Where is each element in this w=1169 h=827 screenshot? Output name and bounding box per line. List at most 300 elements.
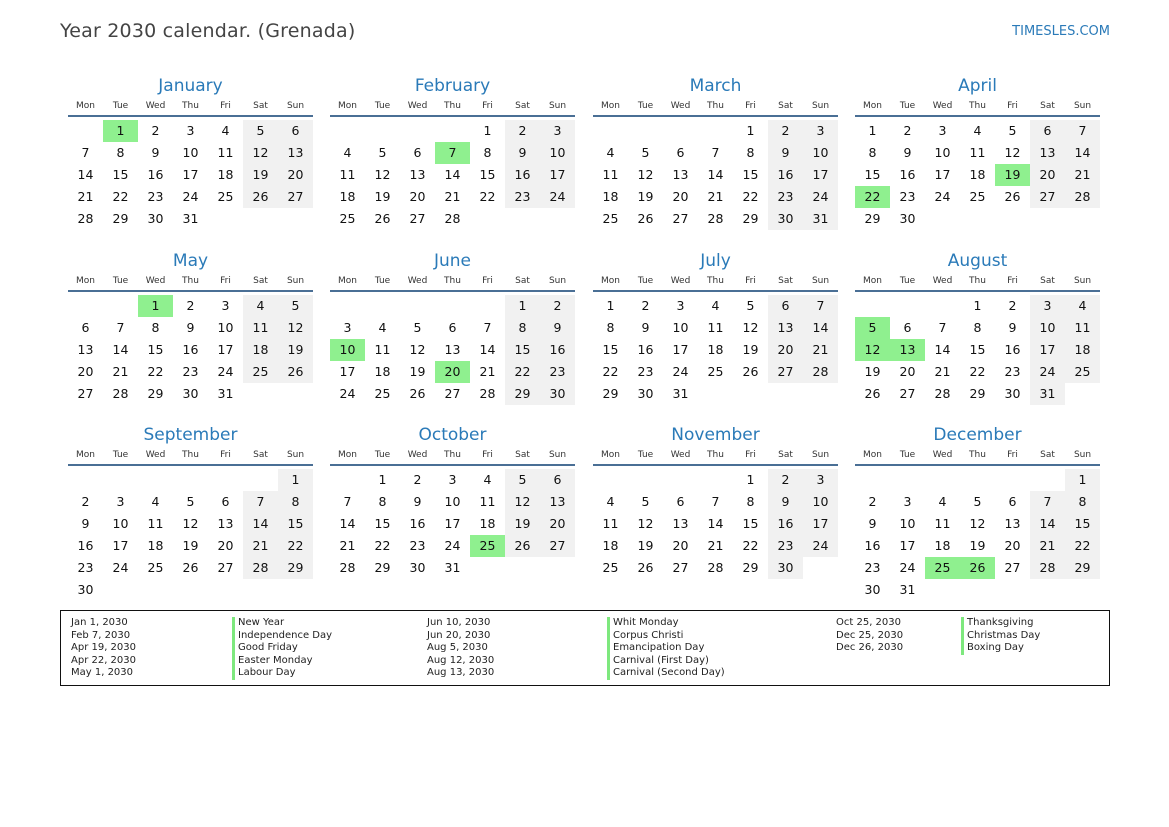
months-grid <box>68 74 1102 604</box>
day-cell: 24 <box>444 538 461 553</box>
day-cell: 29 <box>505 383 540 405</box>
empty-cell <box>103 295 138 317</box>
day-cell: 18 <box>479 516 496 531</box>
weekday-header <box>855 98 1100 117</box>
legend-holiday-name: Good Friday <box>232 642 332 655</box>
day-cell: 8 <box>151 320 160 335</box>
day-cell: 26 <box>1004 189 1021 204</box>
weekday-label: Thu <box>969 450 986 460</box>
day-cell: 13 <box>409 167 426 182</box>
weekday-label: Tue <box>112 276 129 286</box>
day-cell: 17 <box>339 364 356 379</box>
weekday-label: Mon <box>338 276 357 286</box>
empty-cell <box>365 120 400 142</box>
day-cell: 28 <box>479 386 496 401</box>
day-cell: 22 <box>147 364 164 379</box>
weekday-label: Sun <box>286 101 305 111</box>
holiday-legend <box>60 610 1110 686</box>
weekday-label: Sun <box>811 101 830 111</box>
day-cell: 4 <box>243 295 278 317</box>
day-cell: 2 <box>186 298 195 313</box>
month-title: May <box>172 251 209 271</box>
day-cell: 13 <box>77 342 94 357</box>
day-cell: 6 <box>448 320 457 335</box>
weekday-label: Fri <box>482 101 493 111</box>
legend-holiday-name: Independence Day <box>232 630 332 643</box>
day-cell: 21 <box>339 538 356 553</box>
day-cell: 26 <box>637 211 654 226</box>
day-cell: 27 <box>672 211 689 226</box>
day-cell: 11 <box>602 516 619 531</box>
weekday-label: Thu <box>182 101 199 111</box>
weekday-label: Sun <box>1073 450 1092 460</box>
day-cell: 29 <box>278 557 313 579</box>
weekday-label: Sat <box>515 450 530 460</box>
weekday-label: Fri <box>482 450 493 460</box>
day-cell: 7 <box>116 320 125 335</box>
day-cell: 3 <box>186 123 195 138</box>
weekday-header <box>68 98 313 117</box>
empty-cell <box>138 469 173 491</box>
day-cell: 10 <box>672 320 689 335</box>
day-cell: 16 <box>768 164 803 186</box>
day-cell: 11 <box>374 342 391 357</box>
day-cell: 13 <box>217 516 234 531</box>
day-cell: 30 <box>540 383 575 405</box>
day-cell: 4 <box>483 472 492 487</box>
weekday-label: Sat <box>515 276 530 286</box>
empty-cell <box>698 120 733 142</box>
day-cell: 26 <box>182 560 199 575</box>
day-cell: 15 <box>479 167 496 182</box>
day-cell: 18 <box>707 342 724 357</box>
day-cell: 31 <box>899 582 916 597</box>
weekday-label: Sat <box>253 450 268 460</box>
day-cell: 16 <box>409 516 426 531</box>
day-cell: 15 <box>864 167 881 182</box>
weekday-label: Sat <box>778 276 793 286</box>
empty-cell <box>103 469 138 491</box>
day-cell: 3 <box>343 320 352 335</box>
day-cell: 24 <box>934 189 951 204</box>
empty-cell <box>628 120 663 142</box>
day-grid <box>330 469 575 579</box>
page-title: Year 2030 calendar. (Grenada) <box>60 20 356 42</box>
day-cell: 14 <box>479 342 496 357</box>
day-cell: 24 <box>112 560 129 575</box>
day-cell: 9 <box>903 145 912 160</box>
empty-cell <box>400 295 435 317</box>
day-cell: 31 <box>672 386 689 401</box>
day-cell: 12 <box>243 142 278 164</box>
empty-cell <box>103 579 138 601</box>
weekday-label: Sat <box>778 101 793 111</box>
day-cell: 19 <box>278 339 313 361</box>
day-cell: 11 <box>217 145 234 160</box>
day-cell: 27 <box>768 361 803 383</box>
day-cell: 3 <box>221 298 230 313</box>
day-cell: 26 <box>864 386 881 401</box>
day-cell: 23 <box>505 186 540 208</box>
legend-holiday-name: New Year <box>232 617 332 630</box>
day-cell: 10 <box>182 145 199 160</box>
day-cell: 4 <box>711 298 720 313</box>
day-cell: 18 <box>217 167 234 182</box>
day-cell: 22 <box>278 535 313 557</box>
empty-cell <box>208 208 243 230</box>
legend-date: May 1, 2030 <box>71 667 134 678</box>
empty-cell <box>663 120 698 142</box>
day-cell: 15 <box>278 513 313 535</box>
day-cell: 20 <box>540 513 575 535</box>
day-cell: 13 <box>890 339 925 361</box>
legend-holiday-name: Carnival (Second Day) <box>607 667 725 680</box>
day-cell: 22 <box>1065 535 1100 557</box>
day-cell: 15 <box>969 342 986 357</box>
day-cell: 4 <box>938 494 947 509</box>
day-cell: 2 <box>151 123 160 138</box>
day-cell: 1 <box>606 298 615 313</box>
empty-cell <box>803 383 838 405</box>
day-cell: 24 <box>339 386 356 401</box>
day-cell: 7 <box>1065 120 1100 142</box>
day-cell: 17 <box>672 342 689 357</box>
day-cell: 17 <box>1030 339 1065 361</box>
day-cell: 27 <box>1004 560 1021 575</box>
empty-cell <box>628 469 663 491</box>
day-cell: 25 <box>470 535 505 557</box>
weekday-label: Tue <box>112 101 129 111</box>
weekday-header <box>68 273 313 292</box>
day-cell: 19 <box>409 364 426 379</box>
day-cell: 24 <box>1030 361 1065 383</box>
day-cell: 29 <box>112 211 129 226</box>
month-title: October <box>418 425 487 445</box>
day-cell: 9 <box>1008 320 1017 335</box>
day-grid <box>68 295 313 405</box>
empty-cell <box>925 295 960 317</box>
weekday-label: Sat <box>778 450 793 460</box>
day-cell: 14 <box>444 167 461 182</box>
day-cell: 3 <box>116 494 125 509</box>
weekday-label: Sun <box>548 276 567 286</box>
legend-date: Aug 5, 2030 <box>427 642 488 653</box>
day-cell: 9 <box>868 516 877 531</box>
day-cell: 10 <box>540 142 575 164</box>
empty-cell <box>278 383 313 405</box>
day-cell: 11 <box>479 494 496 509</box>
day-cell: 9 <box>81 516 90 531</box>
day-cell: 16 <box>899 167 916 182</box>
day-cell: 14 <box>934 342 951 357</box>
month-title: August <box>947 251 1008 271</box>
weekday-label: Thu <box>969 276 986 286</box>
day-cell: 6 <box>1030 120 1065 142</box>
day-cell: 27 <box>444 386 461 401</box>
weekday-label: Mon <box>863 450 882 460</box>
weekday-header <box>855 447 1100 466</box>
day-cell: 30 <box>147 211 164 226</box>
day-cell: 29 <box>864 211 881 226</box>
day-cell: 25 <box>243 361 278 383</box>
weekday-label: Sat <box>515 101 530 111</box>
day-cell: 8 <box>606 320 615 335</box>
day-grid <box>593 295 838 405</box>
empty-cell <box>995 469 1030 491</box>
empty-cell <box>925 579 960 601</box>
day-cell: 8 <box>483 145 492 160</box>
day-cell: 22 <box>112 189 129 204</box>
day-cell: 24 <box>182 189 199 204</box>
day-cell: 4 <box>973 123 982 138</box>
day-cell: 25 <box>925 557 960 579</box>
empty-cell <box>505 557 540 579</box>
day-cell: 1 <box>483 123 492 138</box>
weekday-label: Wed <box>670 450 691 460</box>
weekday-label: Sun <box>1073 101 1092 111</box>
weekday-label: Tue <box>899 101 916 111</box>
day-cell: 25 <box>339 211 356 226</box>
day-cell: 15 <box>112 167 129 182</box>
day-cell: 13 <box>1030 142 1065 164</box>
day-cell: 9 <box>505 142 540 164</box>
day-cell: 13 <box>540 491 575 513</box>
weekday-label: Thu <box>707 450 724 460</box>
legend-holiday-name: Emancipation Day <box>607 642 725 655</box>
day-cell: 3 <box>803 120 838 142</box>
weekday-label: Tue <box>637 101 654 111</box>
weekday-label: Wed <box>670 101 691 111</box>
empty-cell <box>208 579 243 601</box>
day-cell: 21 <box>479 364 496 379</box>
month-april <box>855 74 1100 230</box>
day-cell: 17 <box>803 164 838 186</box>
month-title: December <box>933 425 1022 445</box>
day-grid <box>855 120 1100 230</box>
legend-date: Aug 12, 2030 <box>427 654 495 666</box>
day-cell: 6 <box>903 320 912 335</box>
legend-date: Oct 25, 2030 <box>836 617 901 628</box>
weekday-label: Fri <box>482 276 493 286</box>
site-link[interactable]: TIMESLES.COM <box>1012 24 1110 39</box>
empty-cell <box>330 120 365 142</box>
day-cell: 17 <box>112 538 129 553</box>
weekday-label: Mon <box>863 101 882 111</box>
day-cell: 15 <box>742 516 759 531</box>
weekday-label: Sat <box>253 276 268 286</box>
legend-date: Dec 25, 2030 <box>836 629 904 641</box>
empty-cell <box>365 295 400 317</box>
day-cell: 1 <box>973 298 982 313</box>
day-cell: 25 <box>147 560 164 575</box>
day-cell: 8 <box>746 494 755 509</box>
day-cell: 19 <box>637 189 654 204</box>
weekday-label: Mon <box>338 450 357 460</box>
month-title: June <box>433 251 472 271</box>
weekday-label: Fri <box>1007 101 1018 111</box>
day-cell: 28 <box>934 386 951 401</box>
day-cell: 3 <box>1030 295 1065 317</box>
weekday-label: Fri <box>1007 276 1018 286</box>
day-cell: 28 <box>444 211 461 226</box>
weekday-label: Wed <box>145 101 166 111</box>
day-cell: 12 <box>637 167 654 182</box>
weekday-label: Wed <box>145 276 166 286</box>
day-cell: 29 <box>602 386 619 401</box>
empty-cell <box>435 120 470 142</box>
weekday-label: Sun <box>286 450 305 460</box>
weekday-label: Mon <box>76 101 95 111</box>
day-cell: 9 <box>768 491 803 513</box>
day-cell: 29 <box>147 386 164 401</box>
day-cell: 27 <box>217 560 234 575</box>
month-title: February <box>414 76 491 96</box>
day-cell: 2 <box>505 120 540 142</box>
empty-cell <box>803 557 838 579</box>
day-cell: 10 <box>803 491 838 513</box>
empty-cell <box>1065 208 1100 230</box>
day-cell: 23 <box>182 364 199 379</box>
day-cell: 16 <box>182 342 199 357</box>
empty-cell <box>540 557 575 579</box>
month-july <box>593 249 838 405</box>
day-cell: 4 <box>151 494 160 509</box>
day-cell: 29 <box>742 560 759 575</box>
day-cell: 6 <box>221 494 230 509</box>
day-cell: 19 <box>864 364 881 379</box>
day-cell: 28 <box>803 361 838 383</box>
day-cell: 29 <box>969 386 986 401</box>
day-cell: 3 <box>938 123 947 138</box>
empty-cell <box>960 579 995 601</box>
legend-date: Jun 20, 2030 <box>427 629 491 641</box>
day-cell: 3 <box>448 472 457 487</box>
empty-cell <box>698 469 733 491</box>
month-title: April <box>958 76 997 96</box>
month-march <box>593 74 838 230</box>
weekday-header <box>593 447 838 466</box>
day-cell: 18 <box>934 538 951 553</box>
weekday-label: Mon <box>338 101 357 111</box>
day-cell: 8 <box>746 145 755 160</box>
month-may <box>68 249 313 405</box>
legend-names <box>232 617 332 680</box>
legend-holiday-name: Labour Day <box>232 667 332 680</box>
day-cell: 23 <box>1004 364 1021 379</box>
empty-cell <box>470 557 505 579</box>
month-title: March <box>689 76 742 96</box>
day-cell: 23 <box>77 560 94 575</box>
day-cell: 22 <box>742 189 759 204</box>
weekday-label: Sat <box>1040 450 1055 460</box>
day-cell: 14 <box>77 167 94 182</box>
day-cell: 7 <box>435 142 470 164</box>
day-cell: 5 <box>243 120 278 142</box>
day-cell: 12 <box>969 516 986 531</box>
day-cell: 16 <box>768 513 803 535</box>
weekday-label: Thu <box>182 450 199 460</box>
day-cell: 10 <box>1030 317 1065 339</box>
day-cell: 8 <box>378 494 387 509</box>
day-cell: 25 <box>1065 361 1100 383</box>
weekday-header <box>593 273 838 292</box>
day-cell: 27 <box>1030 186 1065 208</box>
day-grid <box>593 469 838 579</box>
day-cell: 7 <box>81 145 90 160</box>
day-cell: 30 <box>864 582 881 597</box>
empty-cell <box>505 208 540 230</box>
day-cell: 5 <box>1008 123 1017 138</box>
day-cell: 26 <box>374 211 391 226</box>
day-cell: 9 <box>151 145 160 160</box>
weekday-label: Wed <box>145 450 166 460</box>
day-cell: 1 <box>746 472 755 487</box>
weekday-label: Sat <box>253 101 268 111</box>
day-cell: 21 <box>1065 164 1100 186</box>
day-cell: 10 <box>217 320 234 335</box>
weekday-label: Wed <box>932 450 953 460</box>
day-cell: 18 <box>969 167 986 182</box>
day-cell: 13 <box>768 317 803 339</box>
weekday-label: Fri <box>745 101 756 111</box>
weekday-label: Tue <box>899 276 916 286</box>
empty-cell <box>890 295 925 317</box>
day-cell: 20 <box>1030 164 1065 186</box>
weekday-label: Fri <box>220 101 231 111</box>
day-cell: 7 <box>803 295 838 317</box>
day-cell: 4 <box>378 320 387 335</box>
weekday-label: Thu <box>182 276 199 286</box>
month-title: January <box>158 76 223 96</box>
day-cell: 15 <box>742 167 759 182</box>
day-cell: 7 <box>243 491 278 513</box>
day-cell: 31 <box>217 386 234 401</box>
weekday-label: Sat <box>1040 276 1055 286</box>
weekday-label: Fri <box>745 450 756 460</box>
day-cell: 2 <box>1008 298 1017 313</box>
day-cell: 18 <box>147 538 164 553</box>
day-cell: 12 <box>374 167 391 182</box>
empty-cell <box>470 295 505 317</box>
day-cell: 17 <box>540 164 575 186</box>
weekday-label: Thu <box>707 101 724 111</box>
legend-names <box>961 617 1040 655</box>
empty-cell <box>68 120 103 142</box>
day-cell: 27 <box>278 186 313 208</box>
day-cell: 11 <box>1065 317 1100 339</box>
day-cell: 24 <box>672 364 689 379</box>
day-cell: 4 <box>221 123 230 138</box>
day-cell: 25 <box>707 364 724 379</box>
day-cell: 21 <box>77 189 94 204</box>
day-cell: 13 <box>672 516 689 531</box>
day-cell: 5 <box>378 145 387 160</box>
day-cell: 25 <box>602 560 619 575</box>
day-cell: 28 <box>707 211 724 226</box>
legend-date: Jun 10, 2030 <box>427 617 491 628</box>
day-cell: 18 <box>1065 339 1100 361</box>
empty-cell <box>435 295 470 317</box>
day-cell: 13 <box>1004 516 1021 531</box>
day-cell: 11 <box>243 317 278 339</box>
empty-cell <box>925 208 960 230</box>
day-cell: 9 <box>413 494 422 509</box>
day-cell: 22 <box>505 361 540 383</box>
day-cell: 30 <box>77 582 94 597</box>
day-cell: 6 <box>676 494 685 509</box>
empty-cell <box>138 579 173 601</box>
day-cell: 6 <box>81 320 90 335</box>
